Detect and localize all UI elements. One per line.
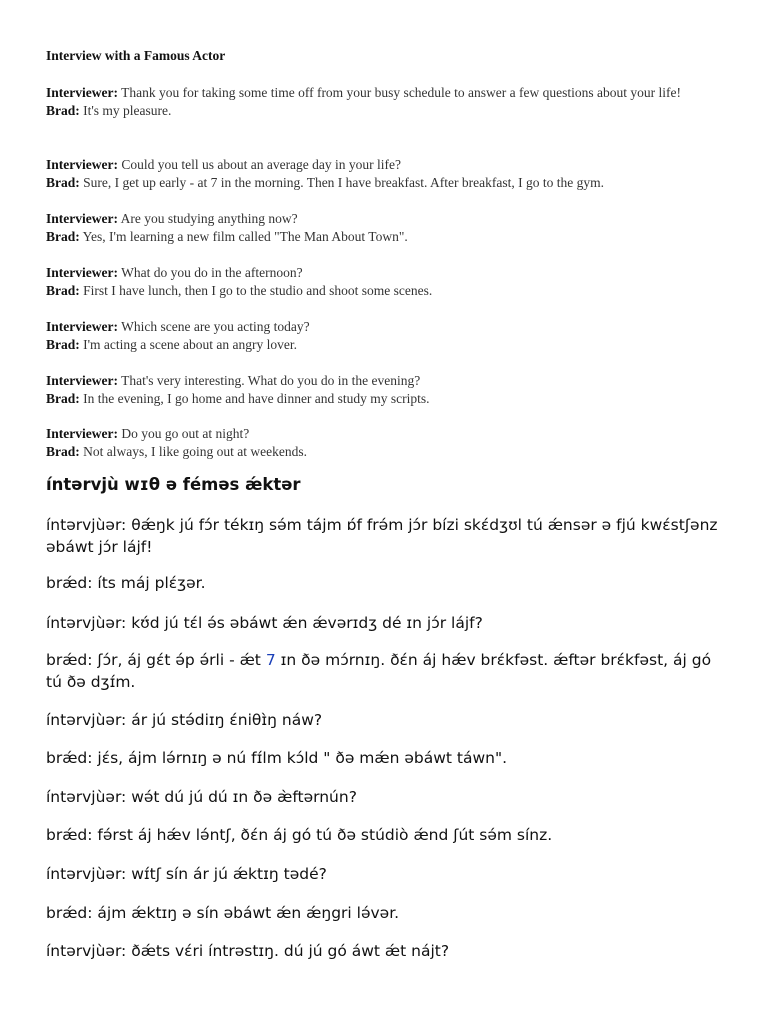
answer-text: Not always, I like going out at weekends. — [83, 444, 307, 459]
question-line — [46, 210, 706, 228]
dialogue-block-1 — [46, 84, 706, 120]
phonetic-line — [46, 649, 726, 693]
question-text: That's very interesting. What do you do in the evening? — [121, 373, 421, 388]
dialogue-block-6 — [46, 372, 706, 408]
phonetic-line: brǽd: íts máj plɛ́ʒər. — [46, 574, 206, 592]
phonetic-line: íntərvjùər: ár jú stə́diɪŋ ɛ́niθɪ̀ŋ náw? — [46, 711, 323, 729]
question-text: Are you studying anything now? — [120, 211, 298, 226]
question-line — [46, 372, 706, 390]
phonetic-line: brǽd: jɛ́s, ájm lə́rnɪŋ ə nú fɪ́lm kɔ́ld " ðə mǽn əbáwt táwn". — [46, 749, 508, 767]
dialogue-block-4 — [46, 264, 706, 300]
answer-line — [46, 390, 706, 408]
phonetic-line: brǽd: ájm ǽktɪŋ ə sín əbáwt ǽn ǽŋgri lə́vər. — [46, 904, 400, 922]
document-title: Interview with a Famous Actor — [46, 48, 226, 63]
dialogue-block-3 — [46, 210, 706, 246]
speaker-label: Brad: — [46, 337, 80, 352]
question-line — [46, 318, 706, 336]
dialogue-block-2 — [46, 156, 706, 192]
phonetic-title: íntərvjù wɪθ ə féməs ǽktər — [46, 475, 301, 494]
phonetic-line: íntərvjùər: θǽŋk jú fɔ́r tékɪŋ sə́m tájm ɒ́f frə́m jɔ́r bízi skɛ́dʒʊl tú ǽnsər ə fjú kwɛ́stʃənz əbáwt jɔ́r lájf! — [46, 516, 718, 556]
speaker-label: Brad: — [46, 444, 80, 459]
question-line — [46, 156, 706, 174]
answer-text: First I have lunch, then I go to the studio and shoot some scenes. — [83, 283, 433, 298]
answer-line — [46, 443, 706, 461]
phonetic-line: íntərvjùər: wɪ́tʃ sín ár jú ǽktɪŋ tədé? — [46, 865, 327, 883]
answer-line — [46, 174, 706, 192]
question-text: Which scene are you acting today? — [121, 319, 310, 334]
answer-text: I'm acting a scene about an angry lover. — [83, 337, 297, 352]
phonetic-line: brǽd: fə́rst áj hǽv lə́ntʃ, ðɛ́n áj gó tú ðə stúdiò ǽnd ʃút sə́m sínz. — [46, 826, 553, 844]
speaker-label: Brad: — [46, 103, 80, 118]
number-highlight: 7 — [265, 651, 276, 669]
answer-text: Yes, I'm learning a new film called "The Man About Town". — [82, 229, 408, 244]
question-text: What do you do in the afternoon? — [121, 265, 303, 280]
question-text: Could you tell us about an average day in your life? — [121, 157, 402, 172]
answer-line — [46, 336, 706, 354]
question-text: Do you go out at night? — [121, 426, 250, 441]
phonetic-line-end: ɪn ðə mɔ́rnɪŋ. ðɛ́n áj hǽv brɛ́kfəst. ǽftər brɛ́kfəst, áj gó tú ðə dʒɪ́m. — [46, 651, 712, 691]
phonetic-line: íntərvjùər: ðǽts vɛ́ri íntrəstɪŋ. dú jú gó áwt ǽt nájt? — [46, 942, 450, 960]
speaker-label: Interviewer: — [46, 211, 118, 226]
speaker-label: Interviewer: — [46, 319, 118, 334]
dialogue-block-5 — [46, 318, 706, 354]
speaker-label: Interviewer: — [46, 157, 118, 172]
speaker-label: Interviewer: — [46, 265, 118, 280]
speaker-label: Interviewer: — [46, 426, 118, 441]
speaker-label: Brad: — [46, 229, 80, 244]
answer-line — [46, 282, 706, 300]
speaker-label: Interviewer: — [46, 373, 118, 388]
speaker-label: Brad: — [46, 391, 80, 406]
question-line — [46, 264, 706, 282]
phonetic-line-start: brǽd: ʃɔ́r, áj gɛ́t ə́p ə́rli - ǽt — [46, 651, 261, 669]
answer-text: It's my pleasure. — [83, 103, 172, 118]
answer-line — [46, 228, 706, 246]
dialogue-block-7 — [46, 425, 706, 461]
speaker-label: Interviewer: — [46, 85, 118, 100]
phonetic-line: íntərvjùər: wə́t dú jú dú ɪn ðə æ̀ftərnún? — [46, 788, 357, 806]
answer-text: Sure, I get up early - at 7 in the morning. Then I have breakfast. After breakfast, I go to the gym. — [83, 175, 604, 190]
question-line — [46, 84, 706, 102]
speaker-label: Brad: — [46, 283, 80, 298]
question-line — [46, 425, 706, 443]
answer-text: In the evening, I go home and have dinner and study my scripts. — [83, 391, 430, 406]
speaker-label: Brad: — [46, 175, 80, 190]
phonetic-line: íntərvjùər: kʊ́d jú tɛ́l ə́s əbáwt ǽn ǽvərɪdʒ dé ɪn jɔ́r lájf? — [46, 614, 483, 632]
answer-line — [46, 102, 706, 120]
question-text: Thank you for taking some time off from your busy schedule to answer a few questions about your life! — [121, 85, 681, 100]
